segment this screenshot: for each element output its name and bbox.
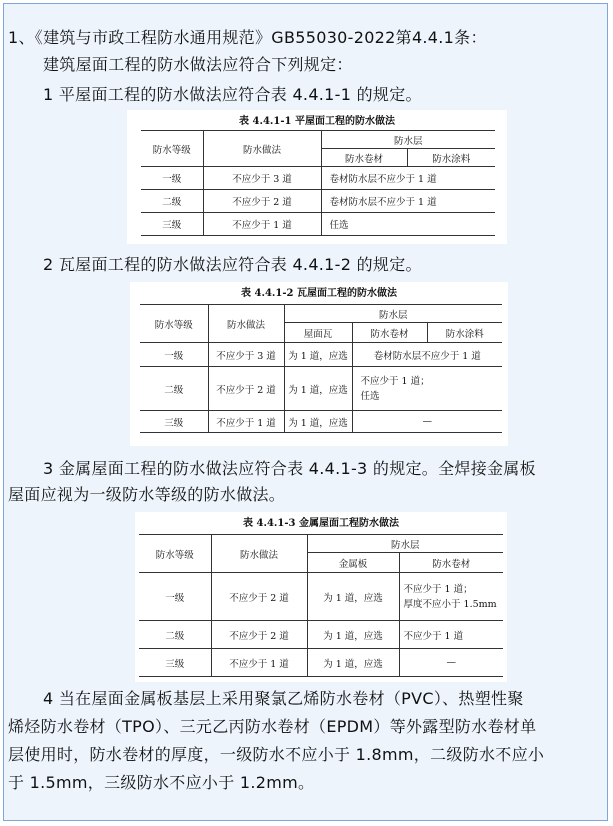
- item-3-text-a: 3 金属屋面工程的防水做法应符合表 4.4.1-3 的规定。全焊接金属板: [43, 459, 536, 478]
- item-4-text-c: 层使用时，防水卷材的厚度，一级防水不应小于 1.8mm，二级防水不应小: [8, 745, 545, 764]
- table-1-header-level: 防水等级: [141, 131, 203, 167]
- table-2-grid: [140, 304, 502, 433]
- table-1: [127, 110, 507, 244]
- table-3-header-roll: 防水卷材: [399, 553, 503, 573]
- table-2-header-level: 防水等级: [140, 305, 208, 343]
- table-row: 二级 不应少于 2 道 为 1 道，应选 不应少于 1 道； 任选: [140, 367, 502, 411]
- table-3-header-method: 防水做法: [211, 535, 307, 573]
- clause-heading: 1、《建筑与市政工程防水通用规范》GB55030-2022第4.4.1条：: [8, 28, 487, 47]
- item-4-text-d: 于 1.5mm，三级防水不应小于 1.2mm。: [8, 773, 315, 792]
- table-3-header-metal: 金属板: [307, 553, 399, 573]
- table-1-caption: 表 4.4.1-1 平屋面工程的防水做法: [239, 116, 395, 127]
- table-3-header-layer: 防水层: [307, 535, 503, 553]
- table-row: 一级 不应少于 3 道 为 1 道，应选 卷材防水层不应少于 1 道: [140, 343, 502, 367]
- table-2-caption: 表 4.4.1-2 瓦屋面工程的防水做法: [241, 288, 397, 299]
- table-row: 三级 不应少于 1 道 为 1 道，应选 —: [140, 411, 502, 433]
- table-row: 一级 不应少于 2 道 为 1 道，应选 不应少于 1 道； 厚度不应小于 1.5mm: [139, 573, 503, 621]
- table-1-header-method: 防水做法: [203, 131, 321, 167]
- table-3: [135, 512, 507, 682]
- table-3-header-level: 防水等级: [139, 535, 211, 573]
- table-2-header-coat: 防水涂料: [427, 323, 502, 343]
- item-3-text-b: 屋面应视为一级防水等级的防水做法。: [8, 485, 286, 504]
- table-row: 三级 不应少于 1 道 为 1 道，应选 —: [139, 649, 503, 677]
- intro-line: 建筑屋面工程的防水做法应符合下列规定：: [43, 55, 353, 74]
- table-row: 三级 不应少于 1 道 任选: [141, 213, 495, 236]
- table-1-header-layer: 防水层: [321, 131, 495, 149]
- table-1-header-roll: 防水卷材: [321, 149, 407, 167]
- table-1-header-coat: 防水涂料: [407, 149, 495, 167]
- table-2-header-method: 防水做法: [208, 305, 284, 343]
- table-3-caption: 表 4.4.1-3 金属屋面工程防水做法: [243, 518, 399, 529]
- table-row: 二级 不应少于 2 道 卷材防水层不应少于 1 道: [141, 190, 495, 213]
- table-2-header-layer: 防水层: [284, 305, 502, 323]
- table-2: [130, 282, 508, 446]
- item-4-text-b: 烯烃防水卷材（TPO）、三元乙丙防水卷材（EPDM）等外露型防水卷材单: [8, 717, 537, 736]
- table-2-header-tile: 屋面瓦: [284, 323, 352, 343]
- table-row: 一级 不应少于 3 道 卷材防水层不应少于 1 道: [141, 167, 495, 190]
- table-2-header-roll: 防水卷材: [352, 323, 427, 343]
- table-3-grid: [139, 534, 503, 677]
- item-2-text: 2 瓦屋面工程的防水做法应符合表 4.4.1-2 的规定。: [43, 255, 422, 274]
- item-4-text-a: 4 当在屋面金属板基层上采用聚氯乙烯防水卷材（PVC）、热塑性聚: [43, 689, 524, 708]
- item-1-text: 1 平屋面工程的防水做法应符合表 4.4.1-1 的规定。: [43, 85, 422, 104]
- table-1-grid: [141, 130, 495, 236]
- table-row: 二级 不应少于 2 道 为 1 道，应选 不应少于 1 道: [139, 621, 503, 649]
